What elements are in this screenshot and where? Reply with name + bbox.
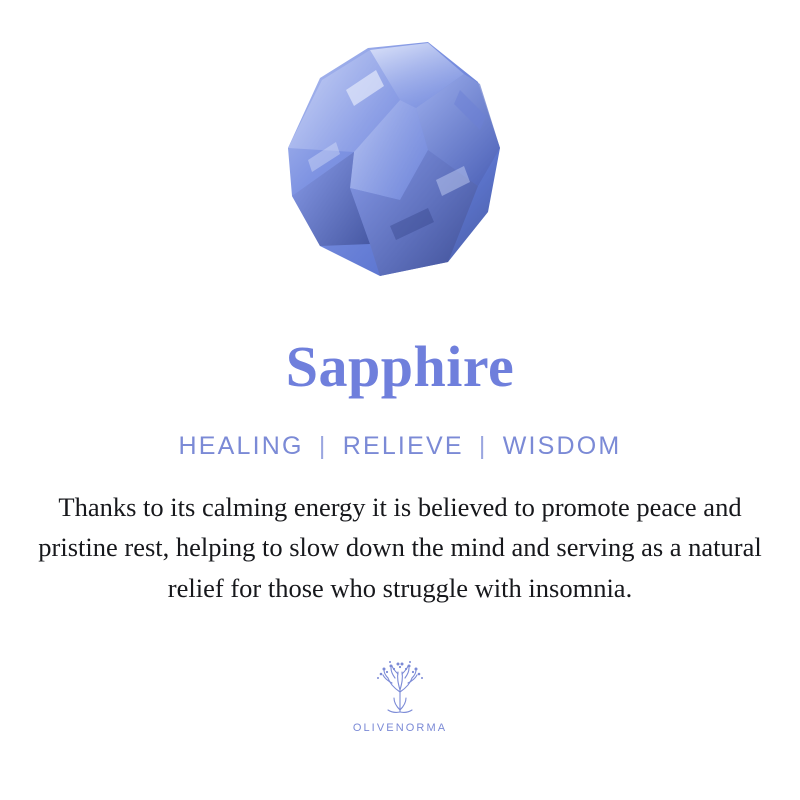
keyword-wisdom: WISDOM — [502, 432, 622, 460]
page-title: Sapphire — [285, 334, 515, 399]
gemstone-image — [0, 0, 800, 320]
tree-of-life-icon — [364, 656, 436, 720]
brand-name: OLIVENORMA — [352, 722, 448, 735]
keyword-healing: HEALING — [178, 432, 304, 460]
keyword-separator-2: | — [478, 432, 488, 460]
keyword-relieve: RELIEVE — [342, 432, 464, 460]
description-text: Thanks to its calming energy it is believed to promote peace and pristine rest, helping to slow down the mind and serving as a natural relief for those who struggle with insomnia. — [38, 492, 762, 603]
keyword-separator-1: | — [318, 432, 328, 460]
keyword-list — [179, 432, 622, 461]
raw-sapphire-crystal-icon — [250, 30, 550, 290]
brand-logo — [353, 656, 447, 734]
